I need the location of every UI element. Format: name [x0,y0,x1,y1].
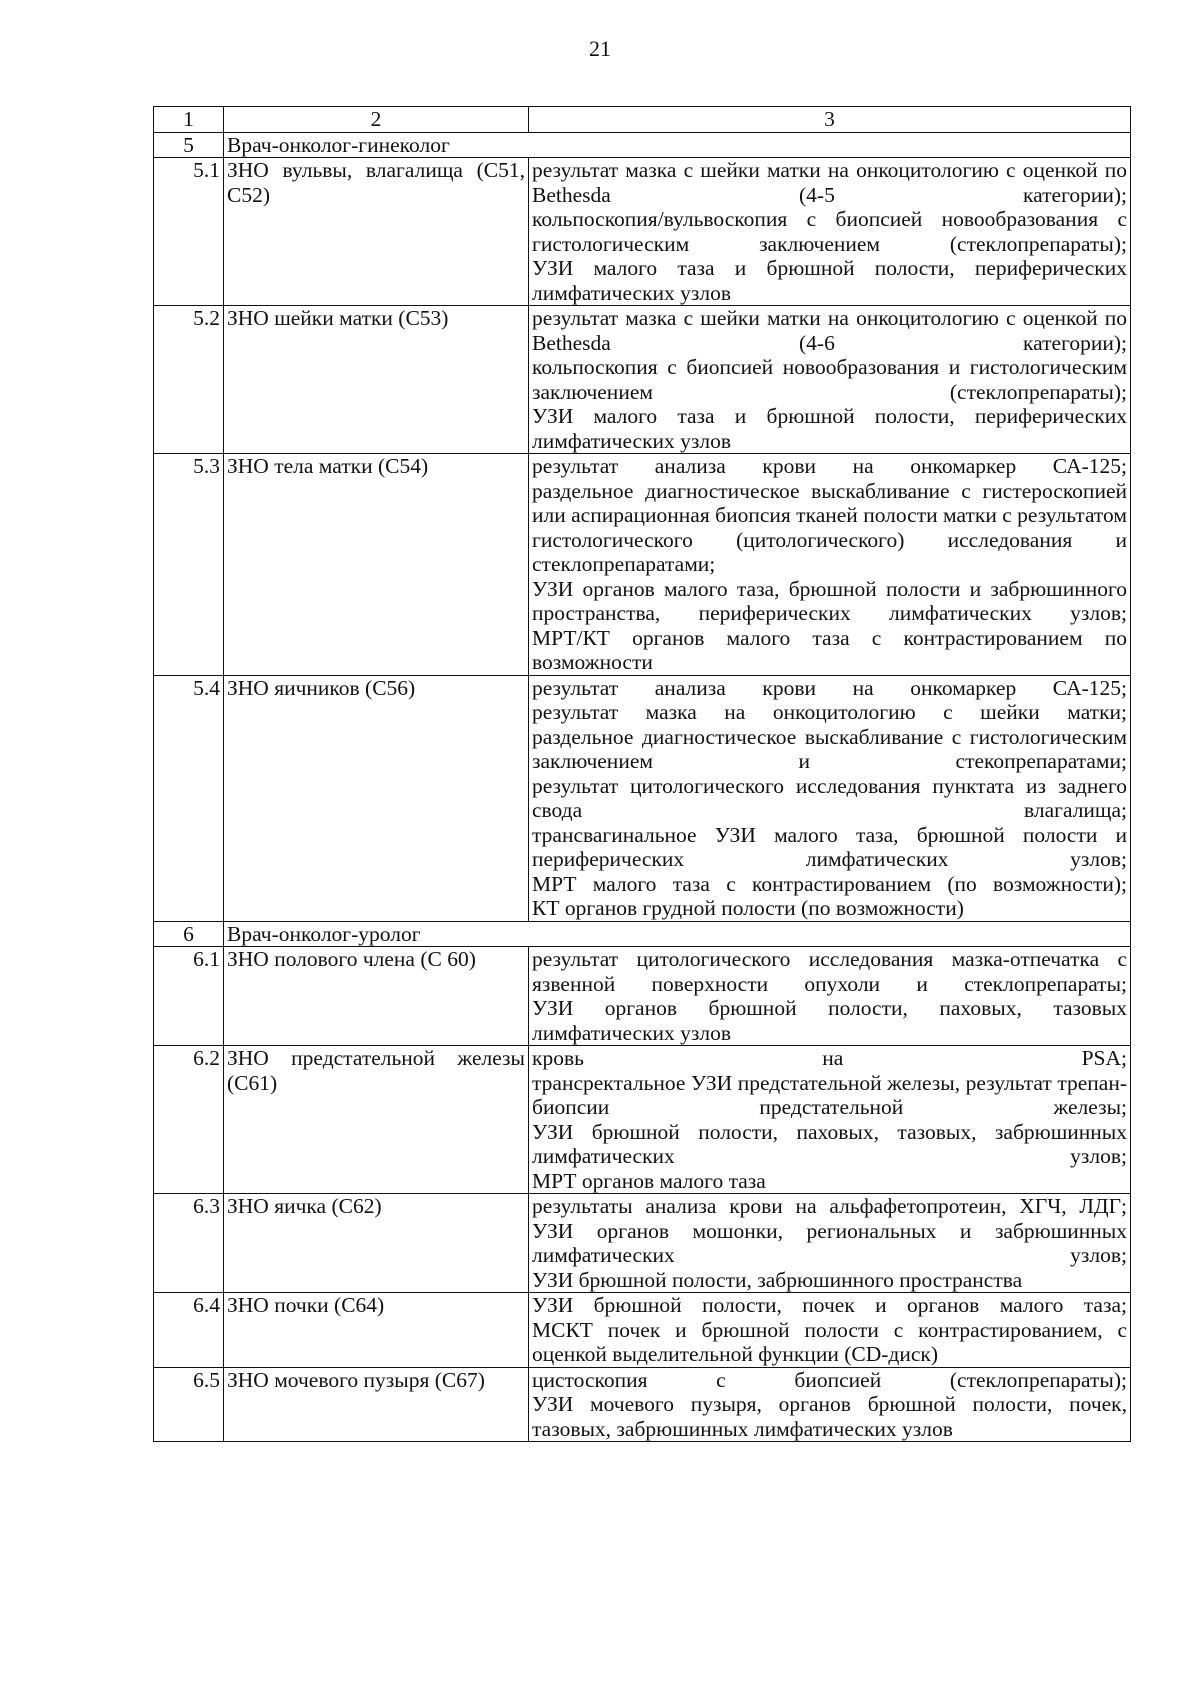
exam-item: УЗИ малого таза и брюшной полости, периферических лимфатических узлов [532,404,1127,453]
exam-item: результат анализа крови на онкомаркер СА-125; [532,454,1127,478]
exam-item: трансректальное УЗИ предстательной железы, результат трепан-биопсии предстательной железы; [532,1070,1127,1119]
row-number: 6.5 [154,1367,224,1442]
exam-item: УЗИ мочевого пузыря, органов брюшной полости, почек, тазовых, забрюшинных лимфатических узлов [532,1392,1127,1441]
exam-item: результат мазка с шейки матки на онкоцитологию с оценкой по Bethesda (4-5 категории); [532,158,1127,207]
row-number: 5.4 [154,675,224,921]
exam-item: результат анализа крови на онкомаркер СА-125; [532,675,1127,700]
diagnosis-name: ЗНО предстательной железы (С61) [224,1046,529,1194]
exam-item: трансвагинальное УЗИ малого таза, брюшной полости и периферических лимфатических узлов; [532,822,1127,871]
exam-item: УЗИ органов малого таза, брюшной полости и забрюшинного пространства, периферических лимфатических узлов; [532,576,1127,625]
diagnosis-name: ЗНО полового члена (С 60) [224,947,529,1046]
row-number: 5.1 [154,158,224,306]
exam-item: раздельное диагностическое выскабливание с гистологическим заключением и стекопрепаратами; [532,724,1127,773]
exam-item: результат мазка с шейки матки на онкоцитологию с оценкой по Bethesda (4-6 категории); [532,306,1127,355]
exam-list [529,158,1131,306]
exam-item: УЗИ органов брюшной полости, паховых, тазовых лимфатических узлов [532,996,1127,1045]
exam-list [529,454,1131,676]
exam-list [529,675,1131,921]
header-col-3: 3 [529,107,1131,133]
section-number: 5 [154,132,224,158]
exam-item: МСКТ почек и брюшной полости с контрастированием, с оценкой выделительной функции (CD-диск) [532,1317,1127,1366]
diagnosis-name: ЗНО вульвы, влагалища (С51, С52) [224,158,529,306]
exam-item: КТ органов грудной полости (по возможности) [532,896,964,920]
exam-list [529,1293,1131,1368]
row-number: 5.3 [154,454,224,676]
row-number: 6.1 [154,947,224,1046]
exam-item: МРТ/КТ органов малого таза с контрастированием по возможности [532,625,1127,674]
section-number: 6 [154,921,224,947]
header-col-1: 1 [154,107,224,133]
exam-item: УЗИ брюшной полости, паховых, тазовых, забрюшинных лимфатических узлов; [532,1119,1127,1168]
table-row [154,454,1131,676]
section-title: Врач-онколог-гинеколог [224,132,1131,158]
table-row [154,1046,1131,1194]
exam-item: раздельное диагностическое выскабливание с гистероскопией или аспирационная биопсия тканей полости матки с результатом гистологического (цитологического) исследования и стеклопрепаратами; [532,478,1127,576]
page-number: 21 [589,36,611,61]
header-row [154,107,1131,133]
exam-list [529,1367,1131,1442]
section-row [154,132,1131,158]
table-body [154,107,1131,1442]
table-row [154,947,1131,1046]
exam-item: МРТ малого таза с контрастированием (по возможности); [532,871,1127,896]
exam-list [529,1194,1131,1293]
row-number: 6.3 [154,1194,224,1293]
section-title: Врач-онколог-уролог [224,921,1131,947]
exam-list [529,1046,1131,1194]
exam-item: цистоскопия с биопсией (стеклопрепараты); [532,1367,1127,1392]
exam-list [529,306,1131,454]
diagnosis-name: ЗНО почки (С64) [224,1293,529,1368]
exam-item: МРТ органов малого таза [532,1168,766,1193]
diagnosis-name: ЗНО тела матки (С54) [224,454,529,676]
diagnosis-name: ЗНО яичников (С56) [224,675,529,921]
table-row [154,675,1131,921]
exam-item: кольпоскопия с биопсией новообразования и гистологическим заключением (стеклопрепараты); [532,355,1127,404]
exam-item: кровь на PSA; [532,1046,1127,1070]
diagnosis-name: ЗНО шейки матки (С53) [224,306,529,454]
exam-item: кольпоскопия/вульвоскопия с биопсией новообразования с гистологическим заключением (стеклопрепараты); [532,207,1127,256]
exam-item: УЗИ брюшной полости, почек и органов малого таза; [532,1293,1127,1317]
exam-item: УЗИ малого таза и брюшной полости, периферических лимфатических узлов [532,256,1127,305]
exam-item: результаты анализа крови на альфафетопротеин, ХГЧ, ЛДГ; [532,1194,1127,1218]
section-row [154,921,1131,947]
diagnosis-name: ЗНО мочевого пузыря (С67) [224,1367,529,1442]
exam-item: УЗИ органов мошонки, региональных и забрюшинных лимфатических узлов; [532,1218,1127,1267]
row-number: 5.2 [154,306,224,454]
header-col-2: 2 [224,107,529,133]
exam-item: результат цитологического исследования мазка-отпечатка с язвенной поверхности опухоли и стеклопрепараты; [532,947,1127,996]
table-row [154,1367,1131,1442]
diagnosis-name: ЗНО яичка (С62) [224,1194,529,1293]
table-row [154,1194,1131,1293]
exam-item: результат мазка на онкоцитологию с шейки матки; [532,700,1127,724]
table-row [154,1293,1131,1368]
row-number: 6.4 [154,1293,224,1368]
row-number: 6.2 [154,1046,224,1194]
exam-item: результат цитологического исследования пунктата из заднего свода влагалища; [532,773,1127,822]
table-row [154,306,1131,454]
exam-item: УЗИ брюшной полости, забрюшинного пространства [532,1267,1023,1292]
table-row [154,158,1131,306]
exam-list [529,947,1131,1046]
requirements-table [153,106,1131,1442]
